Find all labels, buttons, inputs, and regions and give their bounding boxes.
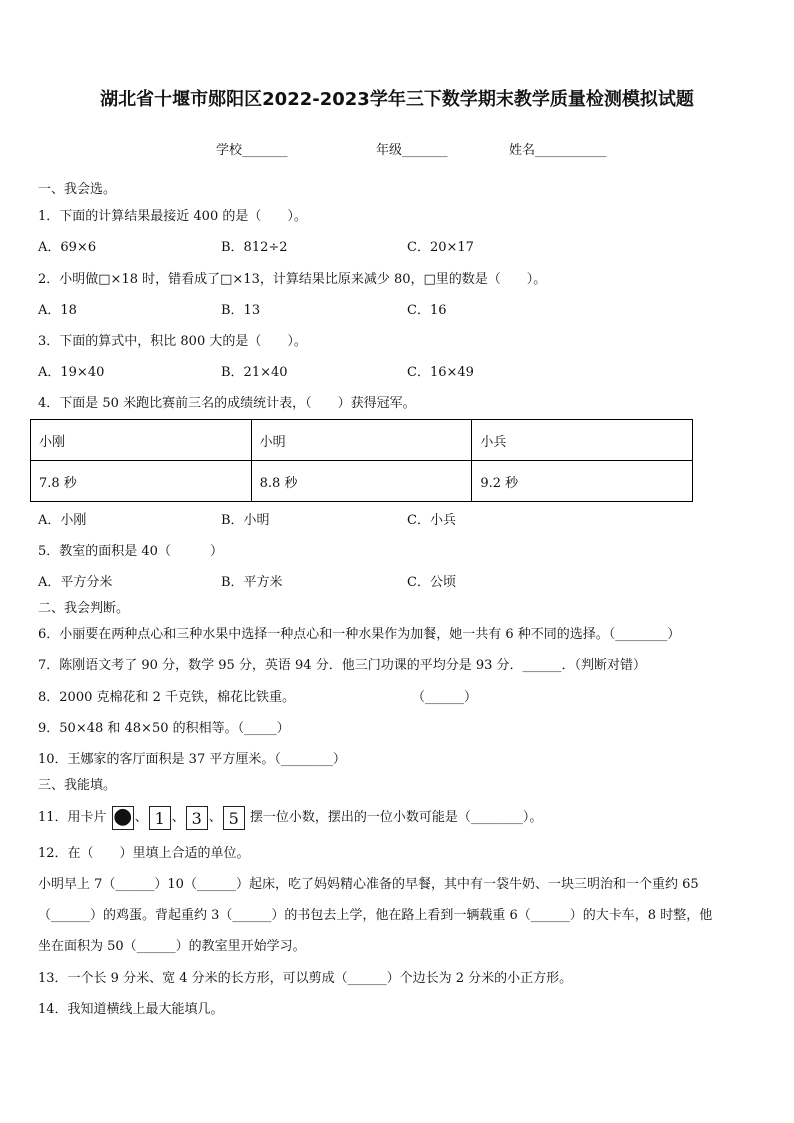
table-cell: 7.8 秒 [31,461,252,502]
question-9: 9．50×48 和 48×50 的积相等。（_____） [38,721,290,736]
question-10: 10．王娜家的客厅面积是 37 平方厘米。（________） [38,752,346,767]
question-3: 3．下面的算式中，积比 800 大的是（ ）。 [38,334,307,349]
table-header-cell: 小兵 [472,420,693,461]
section-heading-choose: 一、我会选。 [38,182,117,197]
digit-card-5: 5 [223,806,245,830]
question-8: 8．2000 克棉花和 2 千克铁，棉花比铁重。 [38,690,296,705]
q2-option-a[interactable]: A．18 [38,303,77,318]
q3-option-b[interactable]: B．21×40 [221,365,288,380]
table-header-cell: 小刚 [31,420,252,461]
q11-prefix: 11．用卡片 [38,810,107,825]
q12-line-1: 小明早上 7（______）10（______）起床，吃了妈妈精心准备的早餐，其中有一袋牛奶、一块三明治和一个重约 65 [38,877,699,892]
card-separator: 、 [171,810,185,825]
question-6: 6．小丽要在两种点心和三种水果中选择一种点心和一种水果作为加餐，她一共有 6 种不同的选择。（________） [38,627,681,642]
digit-card-1: 1 [149,806,171,830]
card-separator: 、 [208,810,222,825]
question-2: 2．小明做□×18 时，错看成了□×13，计算结果比原来减少 80，□里的数是（ ）。 [38,272,547,287]
question-11 [38,804,542,832]
page-title: 湖北省十堰市郧阳区2022-2023学年三下数学期末教学质量检测模拟试题 [100,89,694,110]
q8-answer-blank[interactable]: （______） [412,690,478,705]
question-7: 7．陈刚语文考了 90 分，数学 95 分，英语 94 分．他三门功课的平均分是 93 分．______．（判断对错） [38,658,646,673]
q3-option-c[interactable]: C．16×49 [407,365,474,380]
name-field[interactable]: 姓名___________ [509,143,607,158]
q5-option-c[interactable]: C．公顷 [407,575,456,590]
q4-option-b[interactable]: B．小明 [221,513,270,528]
q1-option-c[interactable]: C．20×17 [407,240,474,255]
q1-option-b[interactable]: B．812÷2 [221,240,288,255]
card-separator: 、 [134,810,148,825]
question-1: 1．下面的计算结果最接近 400 的是（ ）。 [38,209,307,224]
table-cell: 9.2 秒 [472,461,693,502]
question-12: 12．在（ ）里填上合适的单位。 [38,846,250,861]
question-14: 14．我知道横线上最大能填几。 [38,1002,224,1017]
grade-field[interactable]: 年级_______ [376,143,448,158]
dot-card: ● [113,802,133,829]
q11-suffix: 摆一位小数，摆出的一位小数可能是（________）。 [249,810,543,825]
q1-option-a[interactable]: A．69×6 [38,240,97,255]
table-row [31,461,693,502]
digit-card-3: 3 [186,806,208,830]
q2-option-b[interactable]: B．13 [221,303,261,318]
table-header-row [31,420,693,461]
q5-option-a[interactable]: A．平方分米 [38,575,113,590]
question-4: 4．下面是 50 米跑比赛前三名的成绩统计表，（ ）获得冠军。 [38,396,416,411]
q12-line-3: 坐在面积为 50（______）的教室里开始学习。 [38,939,306,954]
question-5: 5．教室的面积是 40（ ） [38,544,223,559]
table-cell: 8.8 秒 [251,461,472,502]
q5-option-b[interactable]: B．平方米 [221,575,283,590]
q2-option-c[interactable]: C．16 [407,303,447,318]
score-table [30,419,693,502]
section-heading-judge: 二、我会判断。 [38,601,130,616]
section-heading-fill: 三、我能填。 [38,778,117,793]
q3-option-a[interactable]: A．19×40 [38,365,105,380]
q4-option-a[interactable]: A．小刚 [38,513,87,528]
q12-line-2: （______）的鸡蛋。背起重约 3（______）的书包去上学，他在路上看到一辆载重 6（______）的大卡车，8 时整，他 [38,908,713,923]
school-field[interactable]: 学校_______ [216,143,288,158]
q4-option-c[interactable]: C．小兵 [407,513,456,528]
question-13: 13．一个长 9 分米、宽 4 分米的长方形，可以剪成（______）个边长为 2 分米的小正方形。 [38,971,573,986]
table-header-cell: 小明 [251,420,472,461]
